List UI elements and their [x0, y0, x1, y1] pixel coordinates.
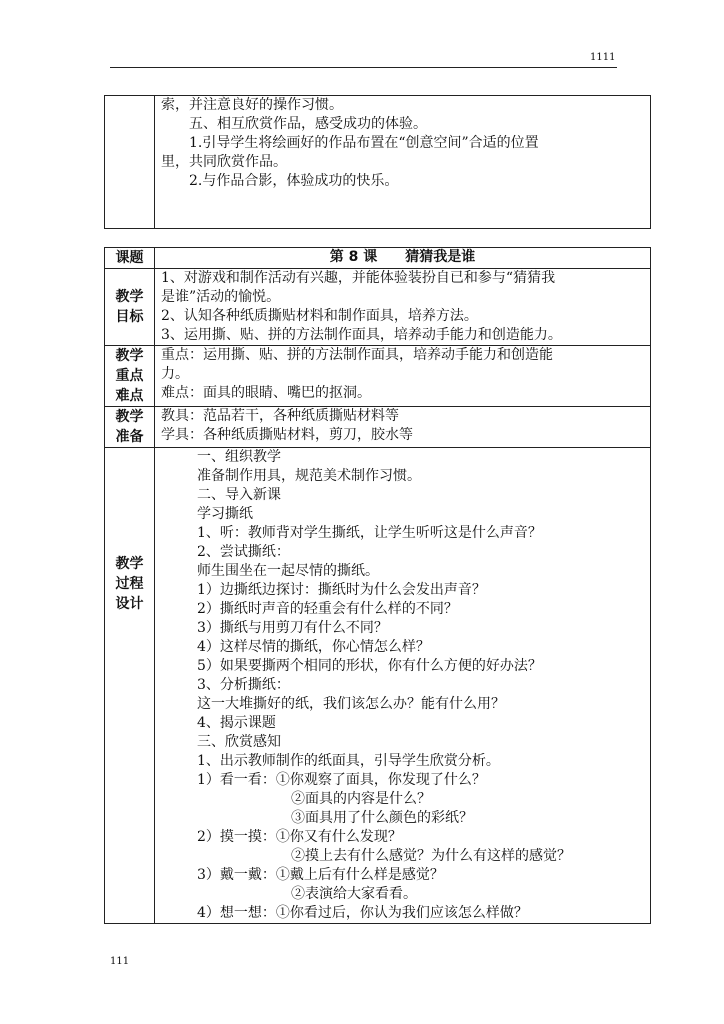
prep-line: 学具：各种纸质撕贴材料，剪刀，胶水等	[161, 427, 413, 443]
goal-line: 2、认知各种纸质撕贴材料和制作面具，培养方法。	[161, 308, 478, 324]
process-line: ②表演给大家看看。	[291, 886, 417, 902]
keypoint-line: 力。	[161, 366, 189, 382]
process-line: 三、欣赏感知	[197, 734, 281, 750]
process-line: 3）撕纸与用剪刀有什么不同？	[197, 620, 388, 636]
process-line: 4、揭示课题	[197, 715, 276, 731]
process-line: 学习撕纸	[197, 506, 253, 522]
continued-line: 2.与作品合影，体验成功的快乐。	[189, 173, 399, 189]
process-line: 3、分析撕纸：	[197, 677, 290, 693]
continued-line: 里，共同欣赏作品。	[161, 154, 287, 170]
process-line: 5）如果要撕两个相同的形状，你有什么方便的好办法？	[197, 658, 542, 674]
process-cell	[155, 448, 651, 924]
process-line: 1、听：教师背对学生撕纸，让学生听听这是什么声音？	[197, 525, 542, 541]
header-page-number: 1111	[590, 52, 616, 63]
prep-label-line: 教学	[115, 409, 144, 425]
goal-line: 1、对游戏和制作活动有兴趣，并能体验装扮自已和参与“猜猜我	[161, 270, 556, 286]
process-line: 师生围坐在一起尽情的撕纸。	[197, 563, 379, 579]
continued-label-cell	[105, 96, 155, 229]
goals-label-line: 教学	[115, 289, 144, 305]
lesson-number: 第 8 课	[329, 249, 378, 265]
process-line: 4）这样尽情的撕纸，你心情怎么样？	[197, 639, 430, 655]
process-label-line: 教学	[115, 556, 144, 572]
continued-content-cell	[155, 96, 651, 229]
footer-page-number: 111	[110, 956, 130, 967]
keypoints-label-cell	[105, 346, 155, 407]
process-line: 二、导入新课	[197, 487, 281, 503]
process-line: 2）撕纸时声音的轻重会有什么样的不同？	[197, 601, 458, 617]
process-line: 2、尝试撕纸：	[197, 544, 290, 560]
continued-table	[104, 95, 651, 229]
process-line: 1）边撕纸边探讨：撕纸时为什么会发出声音？	[197, 582, 486, 598]
keypoints-label-line: 难点	[115, 388, 144, 404]
process-line: ②摸上去有什么感觉？为什么有这样的感觉？	[291, 848, 571, 864]
process-label-line: 设计	[115, 596, 144, 612]
continued-line: 索，并注意良好的操作习惯。	[161, 97, 343, 113]
process-line: 3）戴一戴：①戴上后有什么样是感觉？	[197, 867, 444, 883]
header-rule	[110, 67, 617, 68]
goals-label-line: 目标	[115, 309, 144, 325]
process-label-cell	[105, 448, 155, 924]
keypoint-line: 重点：运用撕、贴、拼的方法制作面具，培养动手能力和创造能	[161, 347, 553, 363]
process-line: 一、组织教学	[197, 449, 281, 465]
process-line: 2）摸一摸：①你又有什么发现？	[197, 829, 402, 845]
goal-line: 3、运用撕、贴、拼的方法制作面具，培养动手能力和创造能力。	[161, 327, 562, 343]
goals-cell	[155, 269, 651, 346]
process-line: 1、出示教师制作的纸面具，引导学生欣赏分析。	[197, 753, 500, 769]
process-line: ③面具用了什么颜色的彩纸？	[291, 810, 473, 826]
process-line: 准备制作用具，规范美术制作习惯。	[197, 468, 421, 484]
title-label-cell	[105, 248, 155, 269]
prep-cell	[155, 407, 651, 448]
process-line: 4）想一想：①你看过后，你认为我们应该怎么样做？	[197, 905, 528, 921]
continued-line: 1.引导学生将绘画好的作品布置在“创意空间”合适的位置	[189, 135, 539, 151]
lesson-title: 猜猜我是谁	[405, 249, 476, 265]
process-line: 1）看一看：①你观察了面具，你发现了什么？	[197, 772, 486, 788]
keypoint-line: 难点：面具的眼睛、嘴巴的抠洞。	[161, 385, 371, 401]
prep-label-cell	[105, 407, 155, 448]
lesson-plan-table	[104, 247, 651, 924]
prep-label-line: 准备	[115, 429, 144, 445]
goals-label-cell	[105, 269, 155, 346]
process-line: ②面具的内容是什么？	[291, 791, 431, 807]
title-label: 课题	[115, 250, 144, 266]
goal-line: 是谁”活动的愉悦。	[161, 289, 281, 305]
keypoints-label-line: 重点	[115, 368, 144, 384]
keypoints-label-line: 教学	[115, 348, 144, 364]
prep-line: 教具：范品若干，各种纸质撕贴材料等	[161, 408, 399, 424]
keypoints-cell	[155, 346, 651, 407]
process-label-line: 过程	[115, 576, 144, 592]
process-line: 这一大堆撕好的纸，我们该怎么办？能有什么用？	[197, 696, 505, 712]
continued-line: 五、相互欣赏作品，感受成功的体验。	[189, 116, 427, 132]
lesson-title-cell	[155, 248, 651, 269]
